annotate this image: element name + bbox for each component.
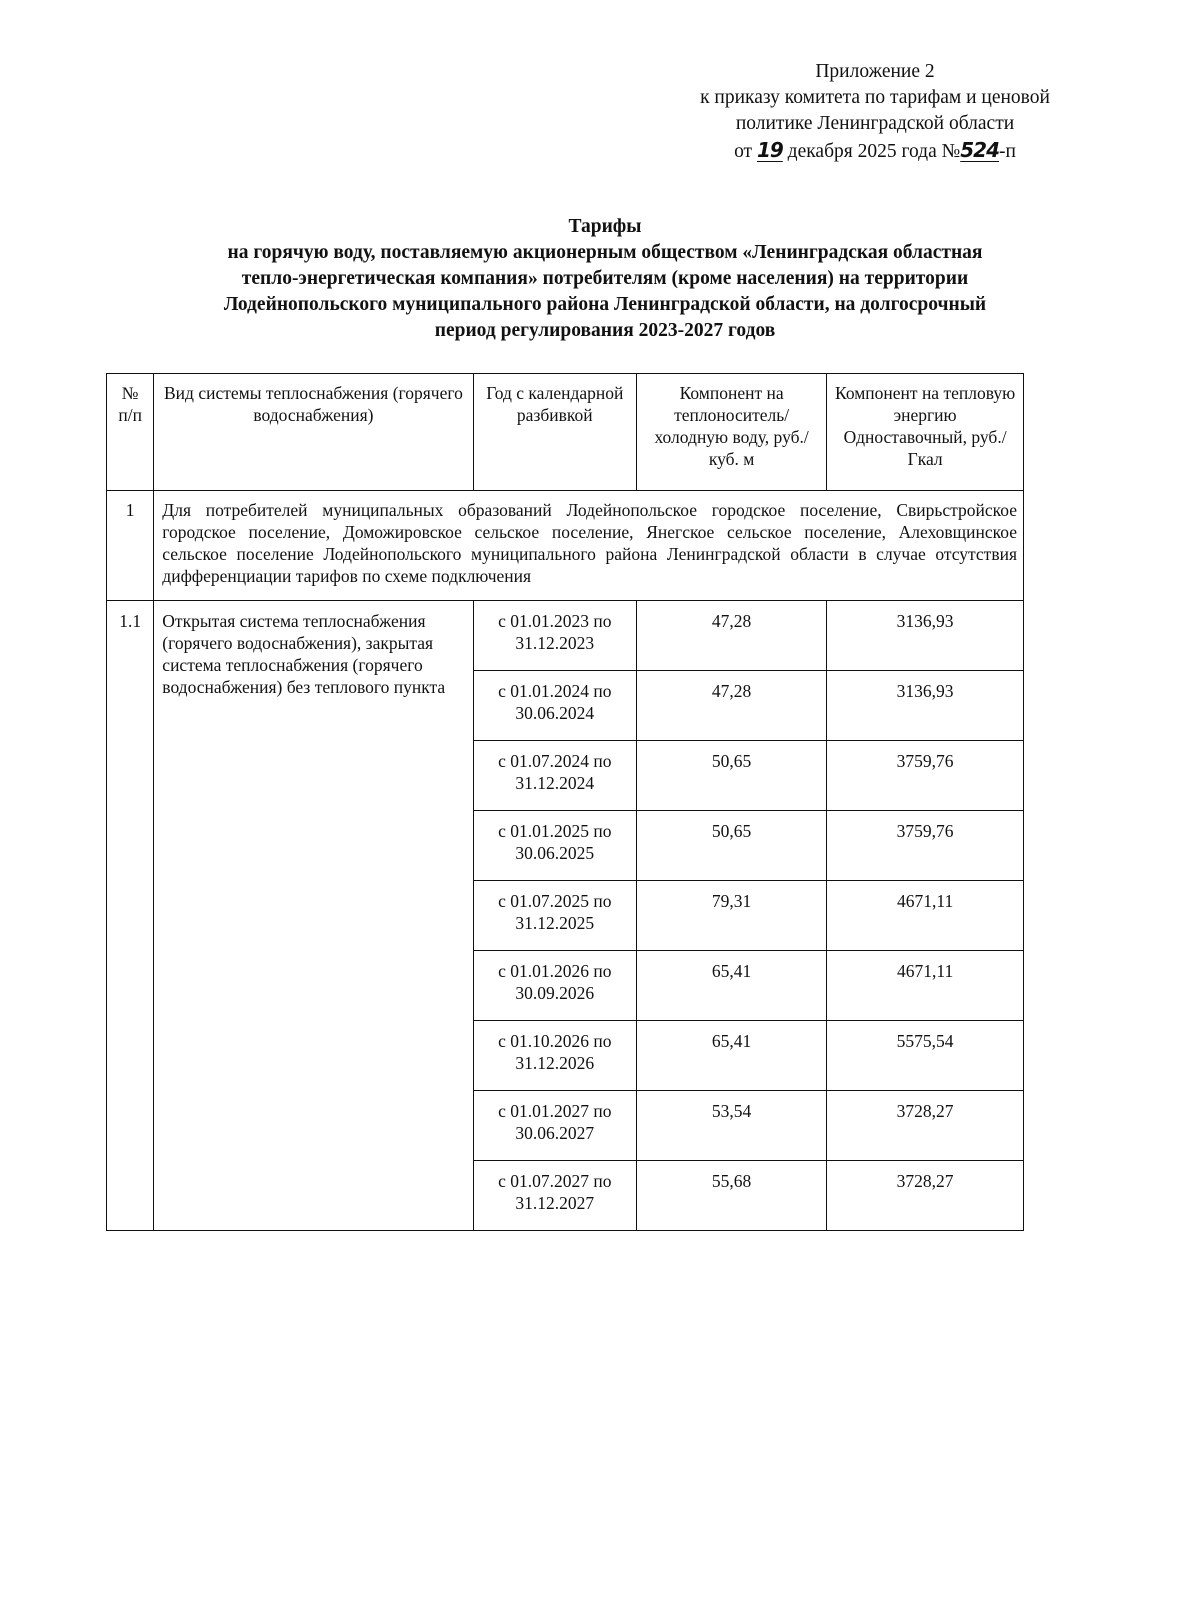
period-cell: с 01.01.2026 по 30.09.2026	[473, 951, 636, 1021]
document-title	[100, 214, 1110, 344]
title-line-5: период регулирования 2023-2027 годов	[434, 320, 776, 341]
comp1-cell: 55,68	[636, 1161, 826, 1231]
comp1-cell: 47,28	[636, 601, 826, 671]
period-cell: с 01.01.2023 по 31.12.2023	[473, 601, 636, 671]
title-line-2: на горячую воду, поставляемую акционерным обществом «Ленинградская областная	[227, 242, 983, 263]
comp1-cell: 50,65	[636, 811, 826, 881]
order-suffix: -п	[998, 141, 1016, 162]
order-prefix: от	[734, 141, 753, 162]
period-cell: с 01.01.2027 по 30.06.2027	[473, 1091, 636, 1161]
period-cell: с 01.10.2026 по 31.12.2026	[473, 1021, 636, 1091]
comp2-cell: 3136,93	[827, 671, 1024, 741]
table-header-row	[107, 374, 1024, 491]
appendix-header	[640, 59, 1110, 165]
appendix-committee: политике Ленинградской области	[735, 113, 1015, 134]
comp1-cell: 79,31	[636, 881, 826, 951]
header-comp1: Компонент на теплоноситель/холодную воду, руб./куб. м	[636, 374, 826, 491]
comp2-cell: 3759,76	[827, 741, 1024, 811]
comp1-cell: 47,28	[636, 671, 826, 741]
appendix-order-line	[640, 137, 1110, 165]
appendix-order-reference: к приказу комитета по тарифам и ценовой	[700, 87, 1050, 108]
comp1-cell: 65,41	[636, 1021, 826, 1091]
tariff-table	[106, 373, 1024, 1231]
item-num: 1.1	[107, 601, 154, 1231]
item-system: Открытая система теплоснабжения (горячего водоснабжения), закрытая система теплоснабжения (горячего водоснабжения) без теплового пункта	[154, 601, 473, 1231]
group-description: Для потребителей муниципальных образований Лодейнопольское городское поселение, Свирьстройское городское поселение, Доможировское сельское поселение, Янегское сельское поселение, Алеховщинское сельское поселение Лодейнопольского муниципального района Ленинградской области в случае отсутствия дифференциации тарифов по схеме подключения	[154, 491, 1024, 601]
header-system: Вид системы теплоснабжения (горячего водоснабжения)	[154, 374, 473, 491]
order-middle: декабря 2025 года №	[787, 141, 961, 162]
comp2-cell: 3136,93	[827, 601, 1024, 671]
order-number-handwritten: 524	[960, 138, 999, 162]
header-period: Год с календарной разбивкой	[473, 374, 636, 491]
order-day-handwritten: 19	[756, 138, 783, 162]
title-line-4: Лодейнопольского муниципального района Ленинградской области, на долгосрочный	[223, 294, 987, 315]
period-cell: с 01.01.2025 по 30.06.2025	[473, 811, 636, 881]
title-line-3: тепло-энергетическая компания» потребителям (кроме населения) на территории	[241, 268, 969, 289]
header-num: № п/п	[107, 374, 154, 491]
comp1-cell: 50,65	[636, 741, 826, 811]
period-cell: с 01.07.2027 по 31.12.2027	[473, 1161, 636, 1231]
period-cell: с 01.07.2025 по 31.12.2025	[473, 881, 636, 951]
appendix-title: Приложение 2	[815, 61, 935, 82]
comp2-cell: 3759,76	[827, 811, 1024, 881]
table-row	[107, 601, 1024, 671]
group-row	[107, 491, 1024, 601]
comp2-cell: 3728,27	[827, 1091, 1024, 1161]
period-cell: с 01.01.2024 по 30.06.2024	[473, 671, 636, 741]
comp1-cell: 53,54	[636, 1091, 826, 1161]
comp2-cell: 3728,27	[827, 1161, 1024, 1231]
header-comp2: Компонент на тепловую энергию Одноставочный, руб./Гкал	[827, 374, 1024, 491]
comp1-cell: 65,41	[636, 951, 826, 1021]
comp2-cell: 4671,11	[827, 881, 1024, 951]
period-cell: с 01.07.2024 по 31.12.2024	[473, 741, 636, 811]
title-line-1: Тарифы	[568, 216, 642, 237]
comp2-cell: 4671,11	[827, 951, 1024, 1021]
group-num: 1	[107, 491, 154, 601]
comp2-cell: 5575,54	[827, 1021, 1024, 1091]
